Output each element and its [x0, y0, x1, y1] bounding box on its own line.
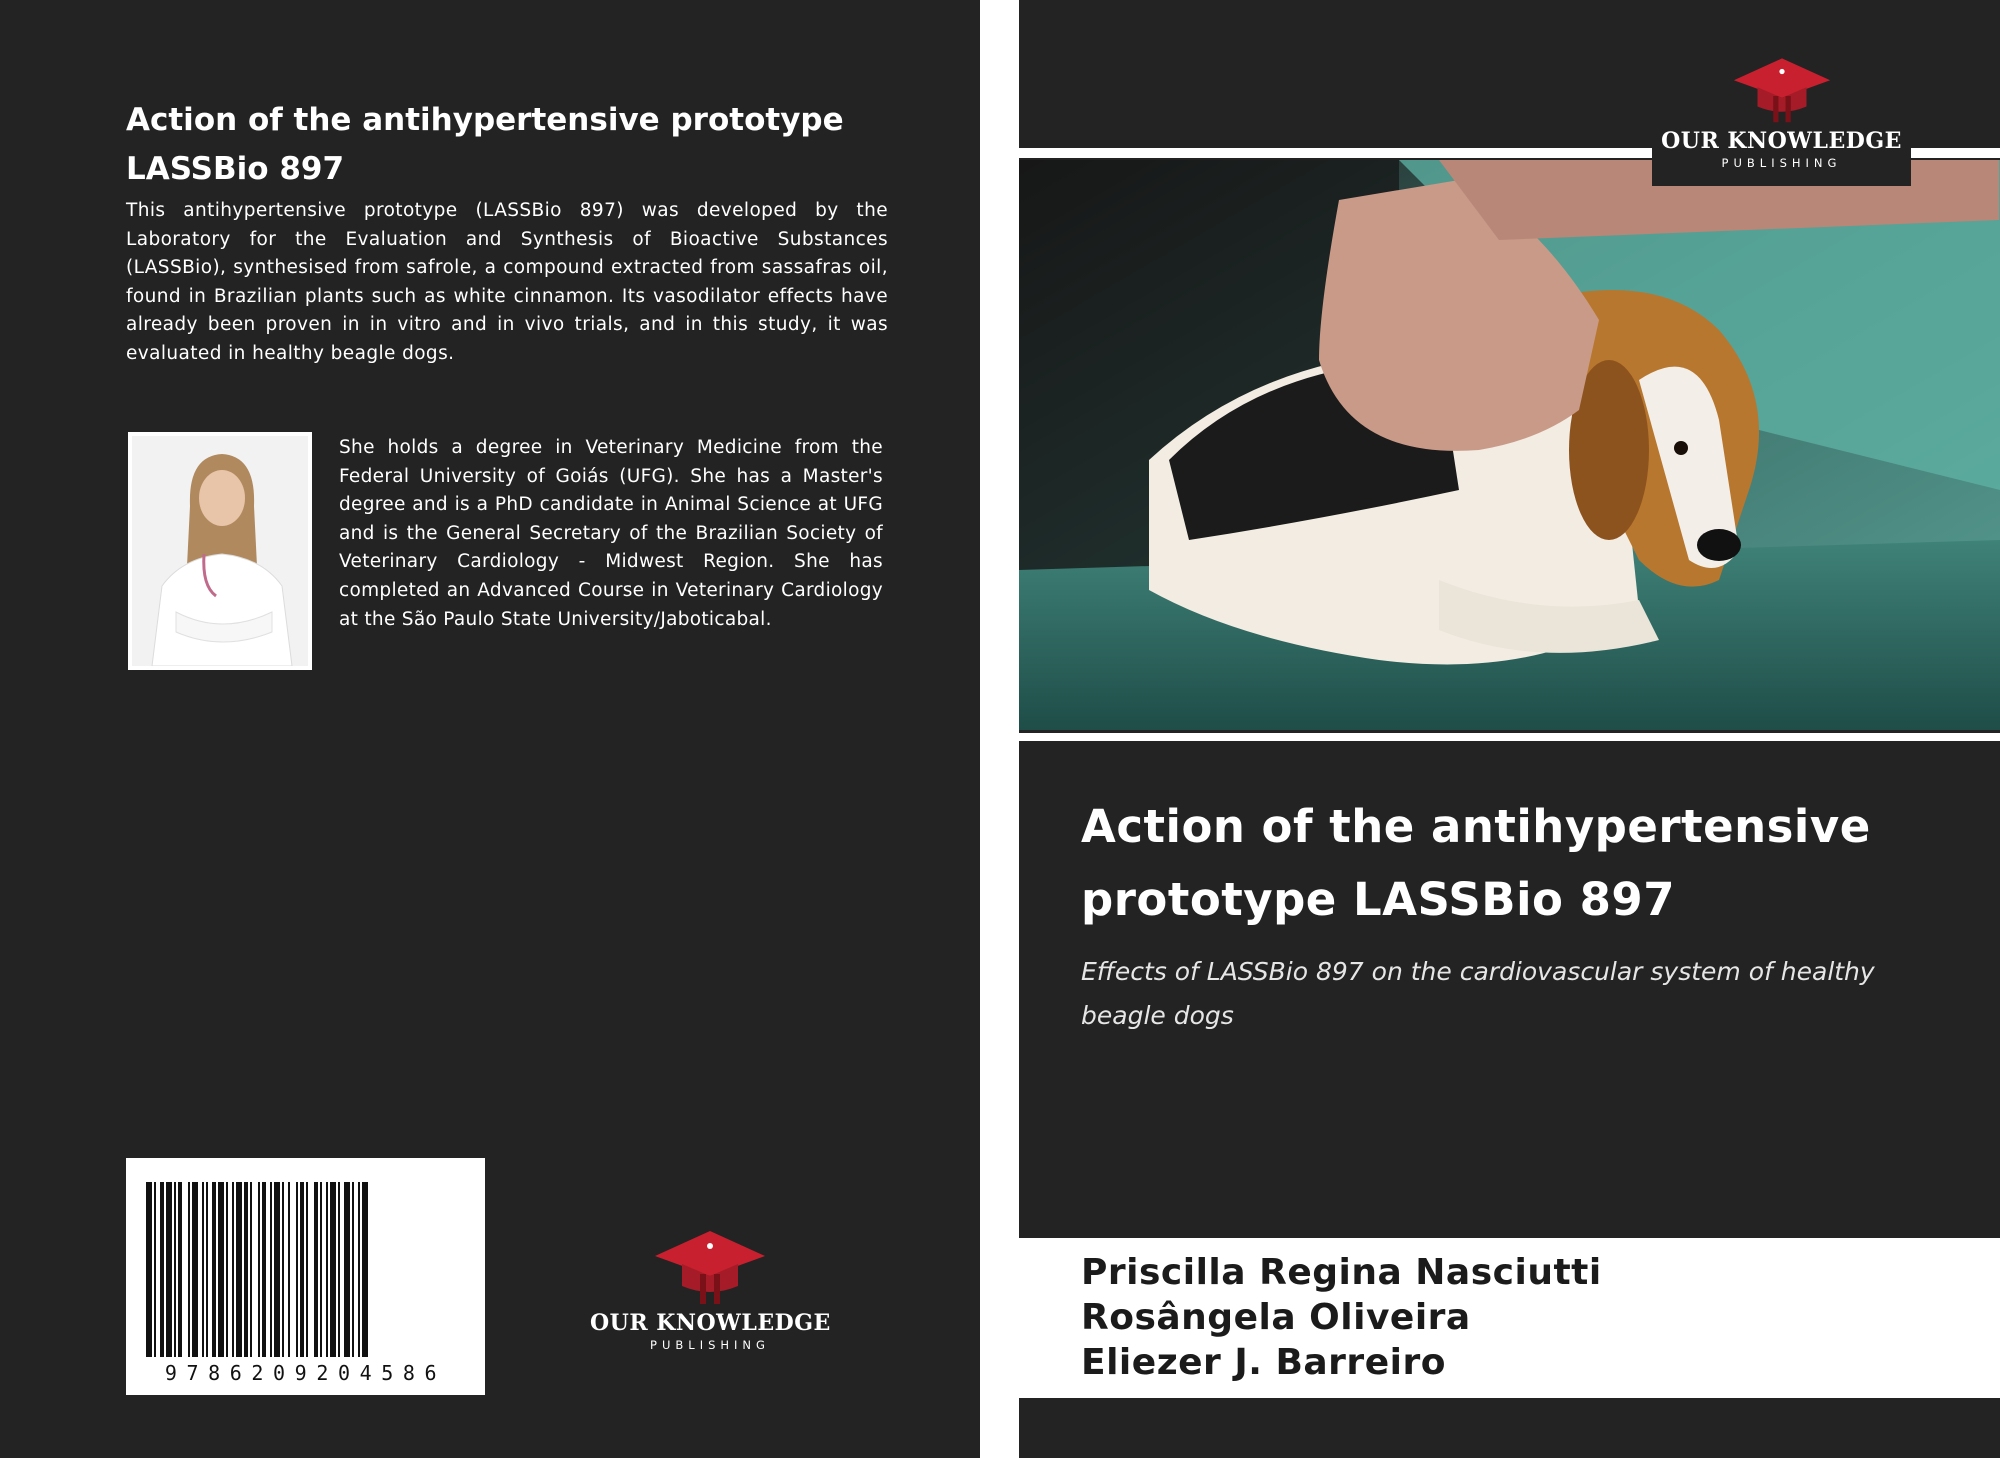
author-name-3: Eliezer J. Barreiro — [1081, 1342, 1446, 1383]
barcode-bar — [174, 1182, 176, 1357]
barcode-bar — [258, 1182, 260, 1357]
barcode-bar — [192, 1182, 198, 1357]
authors-band — [1019, 1238, 2000, 1398]
beagle-illustration — [1019, 160, 2000, 730]
front-cover — [1019, 0, 2000, 1458]
barcode-bar — [218, 1182, 224, 1357]
barcode-bar — [306, 1182, 308, 1357]
front-cover-title: Action of the antihypertensive prototype LASSBio 897 — [1081, 800, 1871, 926]
barcode-bar — [166, 1182, 172, 1357]
publisher-sub: PUBLISHING — [650, 1338, 770, 1352]
barcode-bar — [188, 1182, 190, 1357]
barcode-bar — [274, 1182, 280, 1357]
publisher-logo-box — [1652, 0, 1911, 186]
cover-photo-beagle — [1019, 160, 2000, 730]
barcode-bar — [236, 1182, 242, 1357]
barcode-bar — [362, 1182, 368, 1357]
barcode-bar — [282, 1182, 284, 1357]
publisher-logo-front — [1652, 54, 1911, 170]
isbn-barcode — [126, 1158, 485, 1395]
publisher-logo-back — [590, 1226, 830, 1352]
barcode-bar — [296, 1182, 298, 1357]
barcode-bar — [270, 1182, 272, 1357]
front-cover-subtitle: Effects of LASSBio 897 on the cardiovascular system of healthy beagle dogs — [1081, 957, 1875, 1030]
isbn-number: 9786209204586 — [164, 1361, 447, 1385]
barcode-bars — [144, 1182, 467, 1357]
barcode-bar — [146, 1182, 152, 1357]
barcode-bar — [358, 1182, 360, 1357]
barcode-bar — [160, 1182, 164, 1357]
barcode-bar — [344, 1182, 350, 1357]
barcode-bar — [330, 1182, 336, 1357]
barcode-bar — [178, 1182, 182, 1357]
author-photo — [128, 432, 312, 670]
barcode-bar — [338, 1182, 340, 1357]
barcode-bar — [206, 1182, 208, 1357]
barcode-bar — [300, 1182, 304, 1357]
back-cover — [0, 0, 980, 1458]
graduation-cap-icon — [650, 1226, 770, 1306]
author-name-1: Priscilla Regina Nasciutti — [1081, 1252, 1602, 1293]
barcode-bar — [244, 1182, 248, 1357]
barcode-bar — [154, 1182, 156, 1357]
barcode-bar — [262, 1182, 266, 1357]
barcode-bar — [320, 1182, 322, 1357]
publisher-sub: PUBLISHING — [1721, 156, 1842, 170]
barcode-bar — [226, 1182, 228, 1357]
author-portrait-image — [132, 436, 308, 666]
barcode-bar — [352, 1182, 354, 1357]
author-name-2: Rosângela Oliveira — [1081, 1297, 1471, 1338]
barcode-bar — [314, 1182, 318, 1357]
author-bio: She holds a degree in Veterinary Medicine from the Federal University of Goiás (UFG). She has a Master's degree and is a PhD candidate in Animal Science at UFG and is the General Secretary of the Brazilian Society of Veterinary Cardiology - Midwest Region. She has completed an Advanced Course in Veterinary Cardiology at the São Paulo State University/Jaboticabal. — [339, 437, 883, 630]
publisher-name: OUR KNOWLEDGE — [1661, 128, 1902, 154]
barcode-bar — [212, 1182, 216, 1357]
graduation-cap-icon — [1726, 54, 1838, 124]
back-cover-blurb: This antihypertensive prototype (LASSBio 897) was developed by the Laboratory for the Evaluation and Synthesis of Bioactive Substances (LASSBio), synthesised from safrole, a compound extracted from sassafras oil, found in Brazilian plants such as white cinnamon. Its vasodilator effects have already been proven in in vitro and in vivo trials, and in this study, it was evaluated in healthy beagle dogs. — [126, 200, 888, 364]
barcode-bar — [288, 1182, 290, 1357]
publisher-name: OUR KNOWLEDGE — [590, 1310, 831, 1336]
barcode-bar — [232, 1182, 234, 1357]
back-cover-title: Action of the antihypertensive prototype LASSBio 897 — [126, 102, 844, 187]
photo-divider-band — [1019, 733, 2000, 741]
barcode-bar — [250, 1182, 252, 1357]
barcode-bar — [326, 1182, 328, 1357]
barcode-bar — [202, 1182, 204, 1357]
